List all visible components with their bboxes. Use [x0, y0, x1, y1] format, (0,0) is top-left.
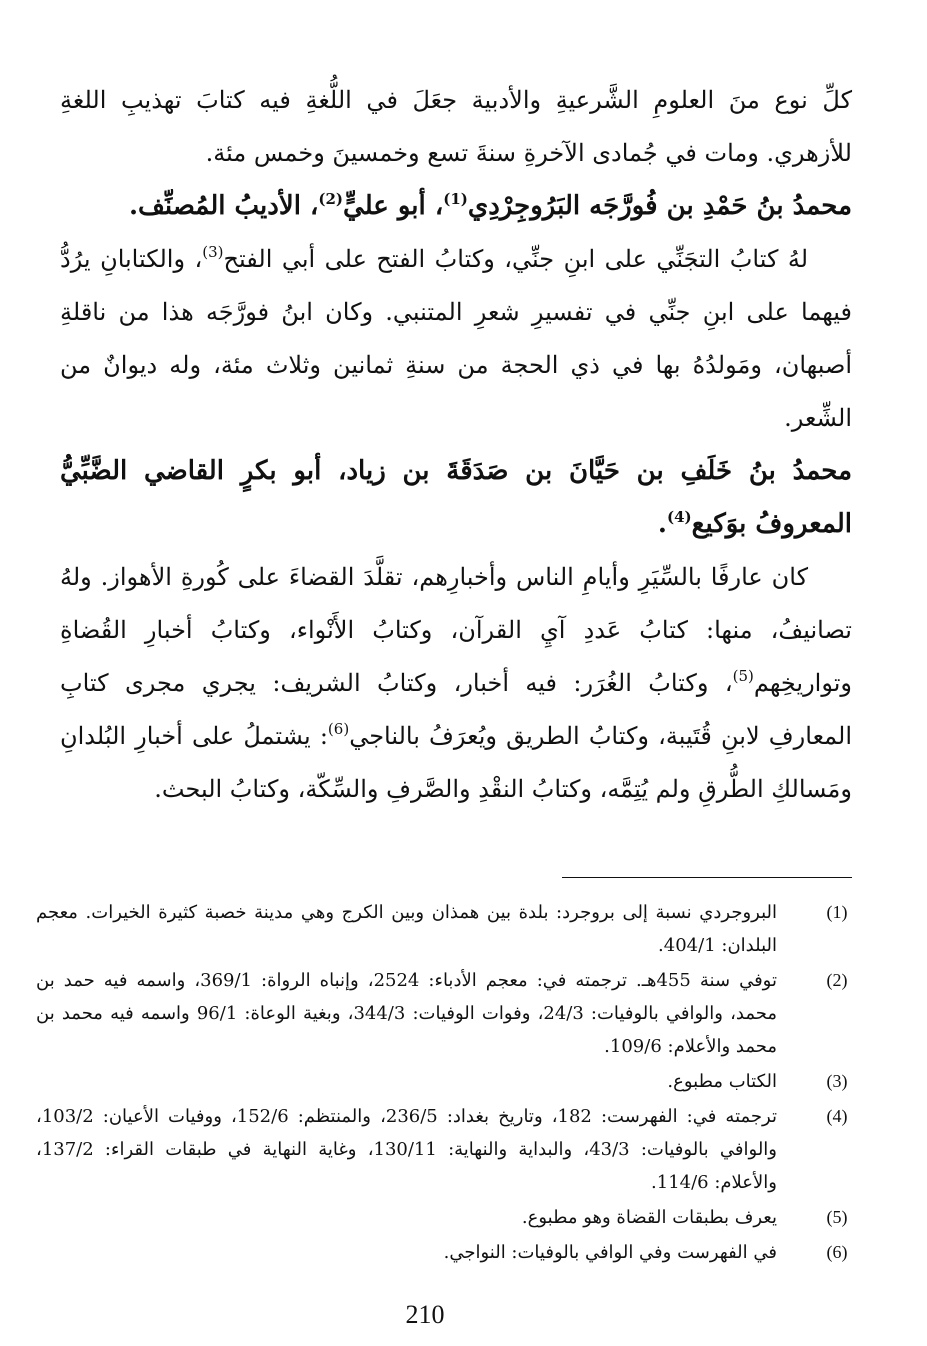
paragraph-text: ، والكتابانِ يرُدُّ فيهما على ابنِ جنِّي في تفسيرِ شعرِ المتنبي. وكان ابنُ فورَّجَه هذا من ناقلةِ أصبهان، ومَولدُهُ بها في ذي الحجة من سنةِ ثمانين وثلاث مئة، وله ديوانٌ من الشِّعر.: [60, 245, 852, 432]
footnote-text: يعرف بطبقات القضاة وهو مطبوع.: [521, 1207, 777, 1228]
footnote-number: (4): [826, 1106, 848, 1126]
footnote-number: (1): [826, 902, 848, 922]
page-number: 210: [405, 1300, 445, 1329]
footnotes: [36, 896, 848, 1271]
main-text: [60, 74, 852, 816]
footnote-item: [36, 1236, 848, 1269]
paragraph-waki: [60, 551, 852, 816]
footnote-text: ترجمته في: الفهرست: 182، وتاريخ بغداد: 236/5، والمنتظم: 152/6، ووفيات الأعيان: 103/2، والوافي بالوفيات: 43/3، والبداية والنهاية: 130/11، وغاية النهاية في طبقات القراء: 137/2، والأعلام: 114/6.: [36, 1106, 777, 1193]
footnote-text: البروجردي نسبة إلى بروجرد: بلدة بين همذان وبين الكرج وهي مدينة خصبة كثيرة الخيرات. معجم البلدان: 404/1.: [36, 902, 777, 956]
footnote-number: (2): [826, 970, 848, 990]
footnote-item: [36, 1100, 848, 1199]
footnote-ref-2: (2): [318, 190, 344, 208]
paragraph-intro: كلِّ نوع منَ العلومِ الشَّرعيةِ والأدبية جعَلَ في اللُّغةِ فيه كتابَ تهذيبِ اللغةِ للأزهري. ومات في جُمادى الآخرةِ سنةَ تسع وخمسينَ وخمس مئة.: [60, 86, 852, 167]
heading-text: ، أبو عليٍّ: [343, 191, 444, 221]
footnote-ref-6: (6): [327, 720, 350, 738]
entry-heading-waki: [60, 445, 852, 551]
paragraph-ibn-furraja: [60, 233, 852, 445]
footnote-item: [36, 964, 848, 1063]
footnote-number: (6): [826, 1242, 848, 1262]
footnote-ref-5: (5): [732, 667, 754, 685]
heading-text: محمدُ بنُ خَلَفِ بن حَيَّانَ بن صَدَقَةَ بن زياد، أبو بكرٍ القاضي الضَّبِّيُّ المعروفُ بوَكيع: [60, 456, 852, 539]
footnote-ref-4: (4): [666, 508, 692, 526]
footnote-number: (5): [826, 1207, 848, 1227]
footnote-number: (3): [826, 1071, 848, 1091]
footnote-text: في الفهرست وفي الوافي بالوفيات: النواجي.: [443, 1242, 777, 1263]
footnote-text: الكتاب مطبوع.: [667, 1071, 777, 1092]
paragraph-text: : يشتملُ على أخبارِ البُلدانِ ومَسالكِ الطُّرقِ ولم يُتِمَّه، وكتابُ النقْدِ والصَّرفِ والسِّكّة، وكتابُ البحث.: [60, 722, 852, 803]
footnote-ref-1: (1): [443, 190, 468, 208]
footnote-ref-3: (3): [202, 243, 224, 261]
heading-text: .: [657, 509, 667, 539]
footnote-item: [36, 1065, 848, 1098]
heading-text: ، الأديبُ المُصنِّف.: [128, 191, 319, 221]
paragraph-text: لهُ كتابُ التجَنِّي على ابنِ جنِّي، وكتابُ الفتح على أبي الفتح: [223, 245, 809, 273]
footnote-text: توفي سنة 455هـ. ترجمته في: معجم الأدباء: 2524، وإنباه الرواة: 369/1، واسمه فيه حمد بن محمد، والوافي بالوفيات: 24/3، وفوات الوفيات: 344/3، وبغية الوعاة: 96/1 واسمه فيه محمد بن محمد والأعلام: 109/6.: [36, 970, 777, 1057]
footnote-item: [36, 1201, 848, 1234]
paragraph-text: كان عارفًا بالسِّيَرِ وأيامِ الناس وأخبارِهم، تقلَّدَ القضاءَ على كُورةِ الأهواز. ولهُ تصانيفُ، منها: كتابُ عَددِ آيِ القرآن، وكتابُ الأَنْواء، وكتابُ أخبارِ القُضاةِ وتواريخِهم: [60, 563, 852, 697]
footnote-item: [36, 896, 848, 962]
footnote-divider: [562, 877, 852, 878]
heading-text: محمدُ بنُ حَمْدِ بن فُورَّجَه البَرُوجِرْدِي: [467, 191, 852, 221]
entry-heading-ibn-furraja: [60, 180, 852, 233]
paragraph-text: ، وكتابُ الغُرَر: فيه أخبار، وكتابُ الشريف: يجري مجرى كتابِ المعارفِ لابنِ قُتَيبة، وكتابُ الطريق ويُعرَفُ بالناجي: [60, 669, 852, 750]
